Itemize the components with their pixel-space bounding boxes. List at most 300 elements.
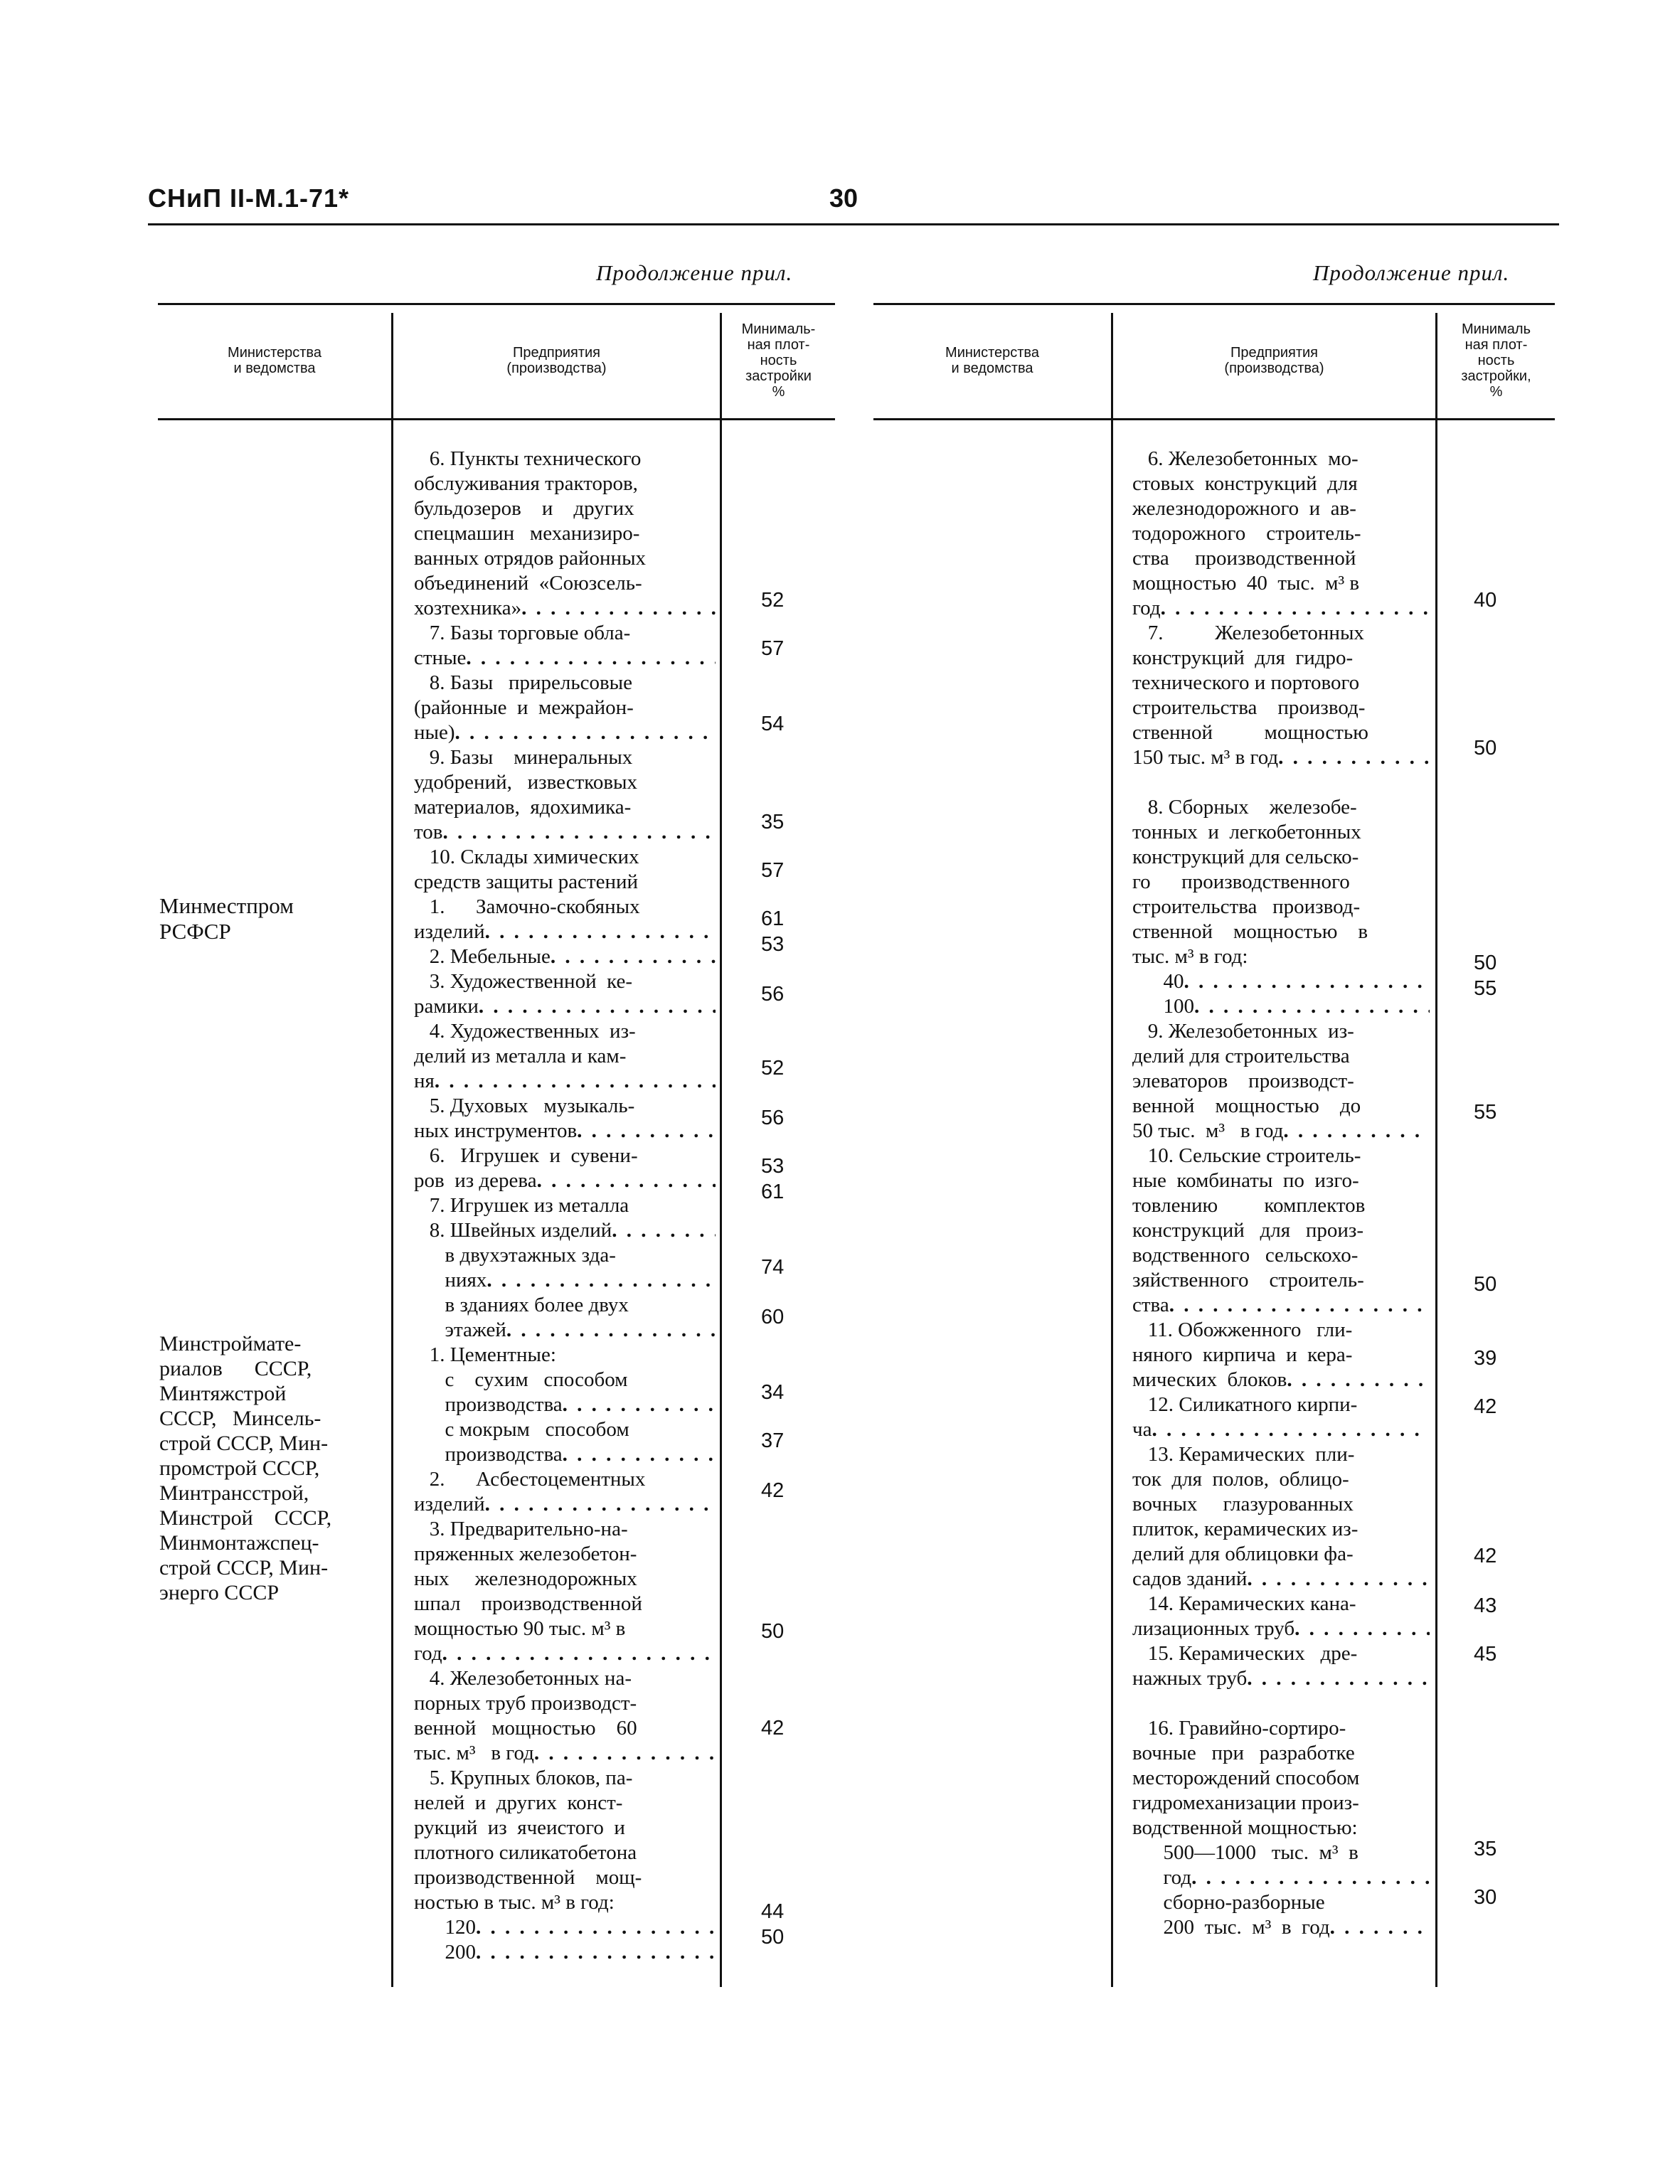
text-line-content: спецмашин механизиро- (414, 522, 640, 545)
text-line-content: стовых конструкций для (1132, 472, 1358, 495)
density-value: 42 (761, 1479, 785, 1502)
text-line (1132, 1492, 1430, 1517)
text-line (1132, 720, 1430, 745)
text-line-content: тодорожного строитель- (1132, 522, 1361, 545)
text-line-content: строительства производ- (1132, 895, 1361, 918)
text-line-content: 3. Художественной ке- (414, 970, 632, 993)
density-value: 52 (761, 589, 785, 612)
text-line-content: 8. Базы прирельсовые (414, 671, 632, 694)
density-value: 60 (761, 1306, 785, 1328)
text-line (1132, 1144, 1430, 1168)
dot-leader (563, 1392, 716, 1417)
text-line (1132, 795, 1430, 820)
text-line-content: ня (414, 1070, 435, 1092)
text-line-content: мощностью 90 тыс. м³ в (414, 1617, 626, 1640)
density-value: 50 (761, 1926, 785, 1949)
text-line-content: железнодорожного и ав- (1132, 497, 1356, 520)
text-line-content: 40 (1132, 970, 1184, 993)
density-value: 37 (761, 1429, 785, 1452)
text-line (414, 1865, 716, 1890)
text-line (1132, 596, 1430, 621)
text-line-content: производства (414, 1393, 563, 1416)
text-line (1132, 1193, 1430, 1218)
text-line (1132, 646, 1430, 671)
text-line (1132, 920, 1430, 944)
dot-leader (1247, 1567, 1430, 1592)
text-line-content: ных инструментов (414, 1119, 578, 1142)
text-line (1132, 745, 1430, 770)
text-line (414, 895, 716, 920)
text-line-content: ванных отрядов районных (414, 547, 647, 570)
density-value: 40 (1474, 589, 1497, 612)
density-value: 34 (761, 1381, 785, 1404)
density-value: 50 (1474, 737, 1497, 760)
text-line (414, 1467, 716, 1492)
density-value: 61 (761, 907, 785, 930)
text-line-content: ча (1132, 1418, 1152, 1441)
density-value: 54 (761, 713, 785, 735)
dot-leader (485, 920, 716, 944)
text-line (414, 496, 716, 521)
enterprises-right (1132, 447, 1430, 1940)
text-line (1132, 770, 1430, 795)
text-line (414, 1741, 716, 1766)
text-line-content: (районные и межрайон- (414, 696, 634, 719)
text-line-content: год (414, 1642, 442, 1665)
text-line (414, 1417, 716, 1442)
text-line (1132, 1641, 1430, 1666)
text-line-content: 50 тыс. м³ в год (1132, 1119, 1284, 1142)
dot-leader (487, 1268, 716, 1293)
text-line-content: 8. Швейных изделий (414, 1219, 612, 1242)
text-line (414, 1069, 716, 1094)
text-line-content: ные комбинаты по изго- (1132, 1169, 1359, 1192)
text-line (1132, 1616, 1430, 1641)
text-line-content: нелей и других конст- (414, 1791, 623, 1814)
dot-leader (1184, 969, 1430, 994)
text-line-content: сборно-разборные (1132, 1891, 1325, 1914)
text-line (414, 1940, 716, 1965)
text-line (414, 994, 716, 1019)
text-line-content: делий из металла и кам- (414, 1045, 627, 1067)
header-density: Минималь ная плот- ность застройки, % (1461, 321, 1531, 400)
text-line (1132, 1268, 1430, 1293)
text-line-content: 3. Предварительно-на- (414, 1518, 628, 1540)
text-line (414, 1766, 716, 1791)
dot-leader (466, 646, 716, 671)
text-line (1132, 870, 1430, 895)
density-value: 50 (1474, 1273, 1497, 1296)
text-line (1132, 472, 1430, 496)
text-line (1132, 895, 1430, 920)
density-value: 42 (1474, 1395, 1497, 1418)
text-line (414, 521, 716, 546)
text-line (1132, 994, 1430, 1019)
text-line-content: месторождений способом (1132, 1767, 1360, 1789)
text-line (1132, 1666, 1430, 1691)
density-value: 56 (761, 1107, 785, 1129)
text-line-content: ток для полов, облицо- (1132, 1468, 1349, 1491)
text-line-content: с сухим способом (414, 1368, 628, 1391)
text-line-content: ных железнодорожных (414, 1567, 637, 1590)
text-line (414, 920, 716, 944)
text-line-content: делий для строительства (1132, 1045, 1350, 1067)
text-line-content: мических блоков (1132, 1368, 1287, 1391)
text-line-content: год (1132, 597, 1161, 619)
dot-leader (612, 1218, 716, 1243)
text-line-content: делий для облицовки фа- (1132, 1543, 1354, 1565)
text-line-content: 5. Крупных блоков, па- (414, 1767, 633, 1789)
dot-leader (1294, 1616, 1430, 1641)
text-line (1132, 1865, 1430, 1890)
text-line (1132, 496, 1430, 521)
text-line (1132, 1592, 1430, 1616)
text-line (1132, 1741, 1430, 1766)
text-line (1132, 820, 1430, 845)
text-line-content: 10. Склады химических (414, 846, 639, 868)
page-header (148, 183, 1556, 229)
text-line-content: конструкций для сельско- (1132, 846, 1359, 868)
text-line-content: ства (1132, 1294, 1169, 1316)
text-line (414, 1641, 716, 1666)
text-line-content: тыс. м³ в год (414, 1742, 534, 1764)
text-line (414, 596, 716, 621)
density-value: 53 (761, 933, 785, 956)
text-line (1132, 696, 1430, 720)
text-line (1132, 1417, 1430, 1442)
text-line (1132, 1243, 1430, 1268)
density-value: 35 (1474, 1838, 1497, 1860)
text-line (414, 1218, 716, 1243)
text-line (414, 845, 716, 870)
text-line (1132, 1218, 1430, 1243)
dot-leader (1247, 1666, 1430, 1691)
text-line-content: 12. Силикатного кирпи- (1132, 1393, 1358, 1416)
text-line-content: ства производственной (1132, 547, 1356, 570)
text-line-content: 150 тыс. м³ в год (1132, 746, 1279, 769)
text-line-content: вочных глазурованных (1132, 1493, 1354, 1516)
text-line-content: 9. Железобетонных из- (1132, 1020, 1354, 1043)
text-line-content: изделий (414, 920, 485, 943)
dot-leader (1161, 596, 1430, 621)
text-line-content: 13. Керамических пли- (1132, 1443, 1355, 1466)
header-rule (148, 223, 1559, 225)
text-line-content: 100 (1132, 995, 1194, 1018)
text-line-content: этажей (414, 1319, 506, 1341)
text-line (414, 745, 716, 770)
text-line-content: 120 (414, 1916, 476, 1939)
text-line (1132, 1069, 1430, 1094)
density-value: 42 (1474, 1545, 1497, 1567)
text-line-content: производственной мощ- (414, 1866, 642, 1889)
text-line-content: тыс. м³ в год: (1132, 945, 1248, 968)
text-line (414, 671, 716, 696)
dot-leader (577, 1119, 716, 1144)
dot-leader (442, 820, 716, 845)
density-value: 57 (761, 859, 785, 882)
text-line-content: 2. Мебельные (414, 945, 551, 968)
column-divider (1111, 313, 1113, 1987)
text-line (414, 1343, 716, 1368)
text-line (414, 1442, 716, 1467)
text-line (1132, 1467, 1430, 1492)
text-line-content: ностью в тыс. м³ в год: (414, 1891, 615, 1914)
density-value: 55 (1474, 977, 1497, 1000)
text-line (414, 795, 716, 820)
text-line-content: стные (414, 646, 467, 669)
text-line-content: ственной мощностью в (1132, 920, 1368, 943)
text-line (414, 720, 716, 745)
text-line (414, 1841, 716, 1865)
text-line-content: 7. Игрушек из металла (414, 1194, 629, 1217)
text-line-content: зяйственного строитель- (1132, 1269, 1364, 1291)
density-value: 44 (761, 1900, 785, 1923)
text-line-content: пряженных железобетон- (414, 1543, 637, 1565)
text-line (1132, 1442, 1430, 1467)
enterprises-left (414, 447, 716, 1965)
text-line (414, 820, 716, 845)
text-line-content: технического и портового (1132, 671, 1360, 694)
text-line-content: объединений «Союзсель- (414, 572, 642, 595)
text-line-content: 6. Железобетонных мо- (1132, 447, 1359, 470)
text-line-content: 4. Художественных из- (414, 1020, 636, 1043)
text-line (414, 1119, 716, 1144)
dot-leader (476, 1940, 716, 1965)
text-line (1132, 1915, 1430, 1940)
text-line (414, 1392, 716, 1417)
text-line-content: конструкций для гидро- (1132, 646, 1354, 669)
text-line (1132, 1368, 1430, 1392)
text-line (1132, 1044, 1430, 1069)
density-value: 45 (1474, 1643, 1497, 1666)
text-line (1132, 1567, 1430, 1592)
text-line (414, 1193, 716, 1218)
text-line-content: садов зданий (1132, 1567, 1248, 1590)
text-line (1132, 1343, 1430, 1368)
text-line (414, 1318, 716, 1343)
text-line-content: шпал производственной (414, 1592, 642, 1615)
text-line-content: ров из дерева (414, 1169, 537, 1192)
text-line (414, 944, 716, 969)
text-line-content: 6. Игрушек и сувени- (414, 1144, 638, 1167)
density-value: 35 (761, 811, 785, 833)
ministry-minstroymaterialov: Минстроймате- риалов СССР, Минтяжстрой СССР, Минсель- строй СССР, Мин- промстрой СССР, Минтрансстрой, Минстрой СССР, Минмонтажспец- строй СССР, Мин- энерго СССР (159, 1332, 332, 1604)
dot-leader (1191, 1865, 1430, 1890)
density-value: 50 (761, 1620, 785, 1643)
text-line (1132, 1392, 1430, 1417)
text-line-content: 7. Железобетонных (1132, 622, 1364, 644)
text-line-content: го производственного (1132, 870, 1350, 893)
dot-leader (506, 1318, 716, 1343)
text-line (414, 1517, 716, 1542)
dot-leader (479, 994, 716, 1019)
text-line (414, 1243, 716, 1268)
text-line (414, 1094, 716, 1119)
text-line-content: плотного силикатобетона (414, 1841, 637, 1864)
text-line-content: 2. Асбестоцементных (414, 1468, 646, 1491)
text-line-content: производства (414, 1443, 563, 1466)
dot-leader (521, 596, 716, 621)
text-line-content: плиток, керамических из- (1132, 1518, 1359, 1540)
text-line-content: 10. Сельские строитель- (1132, 1144, 1361, 1167)
text-line-content: рамики (414, 995, 479, 1018)
dot-leader (1169, 1293, 1430, 1318)
text-line (414, 1268, 716, 1293)
text-line-content: элеваторов производст- (1132, 1070, 1354, 1092)
text-line-content: год (1132, 1866, 1192, 1889)
text-line (414, 621, 716, 646)
text-line (1132, 1318, 1430, 1343)
text-line (414, 546, 716, 571)
dot-leader (1152, 1417, 1430, 1442)
density-value: 43 (1474, 1594, 1497, 1617)
text-line (1132, 1019, 1430, 1044)
text-line-content: мощностью 40 тыс. м³ в (1132, 572, 1360, 595)
header-density: Минималь- ная плот- ность застройки % (741, 321, 816, 400)
text-line (414, 1592, 716, 1616)
text-line-content: рукций из ячеистого и (414, 1816, 625, 1839)
text-line-content: лизационных труб (1132, 1617, 1295, 1640)
text-line-content: 7. Базы торговые обла- (414, 622, 631, 644)
text-line (1132, 1542, 1430, 1567)
text-line (414, 1567, 716, 1592)
text-line (1132, 1119, 1430, 1144)
text-line-content: 5. Духовых музыкаль- (414, 1094, 635, 1117)
header-ministries: Министерства и ведомства (945, 345, 1039, 376)
text-line (1132, 1517, 1430, 1542)
document-code: СНиП II-М.1-71* (148, 183, 350, 213)
text-line-content: водственного сельскохо- (1132, 1244, 1359, 1267)
header-enterprises: Предприятия (производства) (506, 345, 607, 376)
text-line (414, 1716, 716, 1741)
text-line (1132, 1841, 1430, 1865)
continuation-right: Продолжение прил. (1313, 260, 1510, 285)
text-line (1132, 1716, 1430, 1741)
text-line (414, 1915, 716, 1940)
text-line-content: 14. Керамических кана- (1132, 1592, 1356, 1615)
text-line-content: строительства производ- (1132, 696, 1366, 719)
text-line (414, 571, 716, 596)
text-line-content: удобрений, известковых (414, 771, 638, 794)
page-number: 30 (829, 183, 858, 213)
column-divider (1435, 313, 1437, 1987)
density-value: 39 (1474, 1347, 1497, 1370)
header-ministries: Министерства и ведомства (228, 345, 321, 376)
text-line (414, 1666, 716, 1691)
text-line (414, 1168, 716, 1193)
column-divider (720, 313, 722, 1987)
text-line-content: 200 (414, 1941, 476, 1964)
density-value: 42 (761, 1717, 785, 1740)
text-line-content: 200 тыс. м³ в год (1132, 1916, 1330, 1939)
text-line-content: материалов, ядохимика- (414, 796, 632, 819)
text-line-content: 1. Замочно-скобяных (414, 895, 640, 918)
density-value: 74 (761, 1256, 785, 1279)
dot-leader (534, 1741, 716, 1766)
text-line (414, 770, 716, 795)
text-line (1132, 546, 1430, 571)
continuation-left: Продолжение прил. (596, 260, 793, 285)
density-value: 61 (761, 1181, 785, 1203)
dot-leader (485, 1492, 716, 1517)
text-line (414, 1144, 716, 1168)
text-line-content: ные) (414, 721, 455, 744)
text-line-content: 11. Обожженного гли- (1132, 1319, 1353, 1341)
text-line-content: венной мощностью 60 (414, 1717, 637, 1740)
text-line-content: вочные при разработке (1132, 1742, 1355, 1764)
density-value: 56 (761, 983, 785, 1006)
text-line-content: конструкций для произ- (1132, 1219, 1364, 1242)
text-line-content: 500—1000 тыс. м³ в (1132, 1841, 1359, 1864)
dot-leader (442, 1641, 716, 1666)
text-line (414, 1691, 716, 1716)
text-line-content: с мокрым способом (414, 1418, 629, 1441)
text-line-content: водственной мощностью: (1132, 1816, 1358, 1839)
text-line (1132, 1168, 1430, 1193)
text-line-content: в двухэтажных зда- (414, 1244, 616, 1267)
dot-leader (435, 1069, 716, 1094)
text-line (1132, 1816, 1430, 1841)
text-line-content: 8. Сборных железобе- (1132, 796, 1357, 819)
text-line (1132, 1890, 1430, 1915)
text-line-content: 1. Цементные: (414, 1343, 556, 1366)
text-line-content: 4. Железобетонных на- (414, 1667, 632, 1690)
dot-leader (537, 1168, 716, 1193)
text-line (414, 447, 716, 472)
text-line (1132, 621, 1430, 646)
text-line-content: изделий (414, 1493, 485, 1516)
text-line-content: в зданиях более двух (414, 1294, 629, 1316)
density-value: 50 (1474, 952, 1497, 974)
text-line-content: порных труб производст- (414, 1692, 637, 1715)
dot-leader (1283, 1119, 1430, 1144)
text-line (414, 646, 716, 671)
text-line (414, 1890, 716, 1915)
text-line-content: 9. Базы минеральных (414, 746, 633, 769)
text-line-content: нажных труб (1132, 1667, 1248, 1690)
text-line (1132, 1766, 1430, 1791)
text-line-content: товлению комплектов (1132, 1194, 1366, 1217)
text-line (1132, 447, 1430, 472)
text-line (414, 1616, 716, 1641)
dot-leader (563, 1442, 716, 1467)
dot-leader (476, 1915, 716, 1940)
text-line (1132, 944, 1430, 969)
dot-leader (1194, 994, 1430, 1019)
density-value: 57 (761, 637, 785, 660)
text-line (414, 1044, 716, 1069)
text-line-content: обслуживания тракторов, (414, 472, 638, 495)
text-line (1132, 845, 1430, 870)
text-line-content: 16. Гравийно-сортиро- (1132, 1717, 1346, 1740)
text-line-content: няного кирпича и кера- (1132, 1343, 1353, 1366)
text-line (1132, 1293, 1430, 1318)
text-line-content: средств защиты растений (414, 870, 639, 893)
text-line-content: бульдозеров и других (414, 497, 634, 520)
density-value: 30 (1474, 1886, 1497, 1909)
text-line (414, 1791, 716, 1816)
text-line-content: гидромеханизации произ- (1132, 1791, 1359, 1814)
text-line-content: тов (414, 821, 443, 843)
table-header-rule (873, 418, 1555, 420)
table-header-rule (158, 418, 835, 420)
text-line (1132, 521, 1430, 546)
text-line (414, 1293, 716, 1318)
text-line (1132, 571, 1430, 596)
header-enterprises: Предприятия (производства) (1224, 345, 1324, 376)
text-line-content: 15. Керамических дре- (1132, 1642, 1358, 1665)
text-line (1132, 671, 1430, 696)
